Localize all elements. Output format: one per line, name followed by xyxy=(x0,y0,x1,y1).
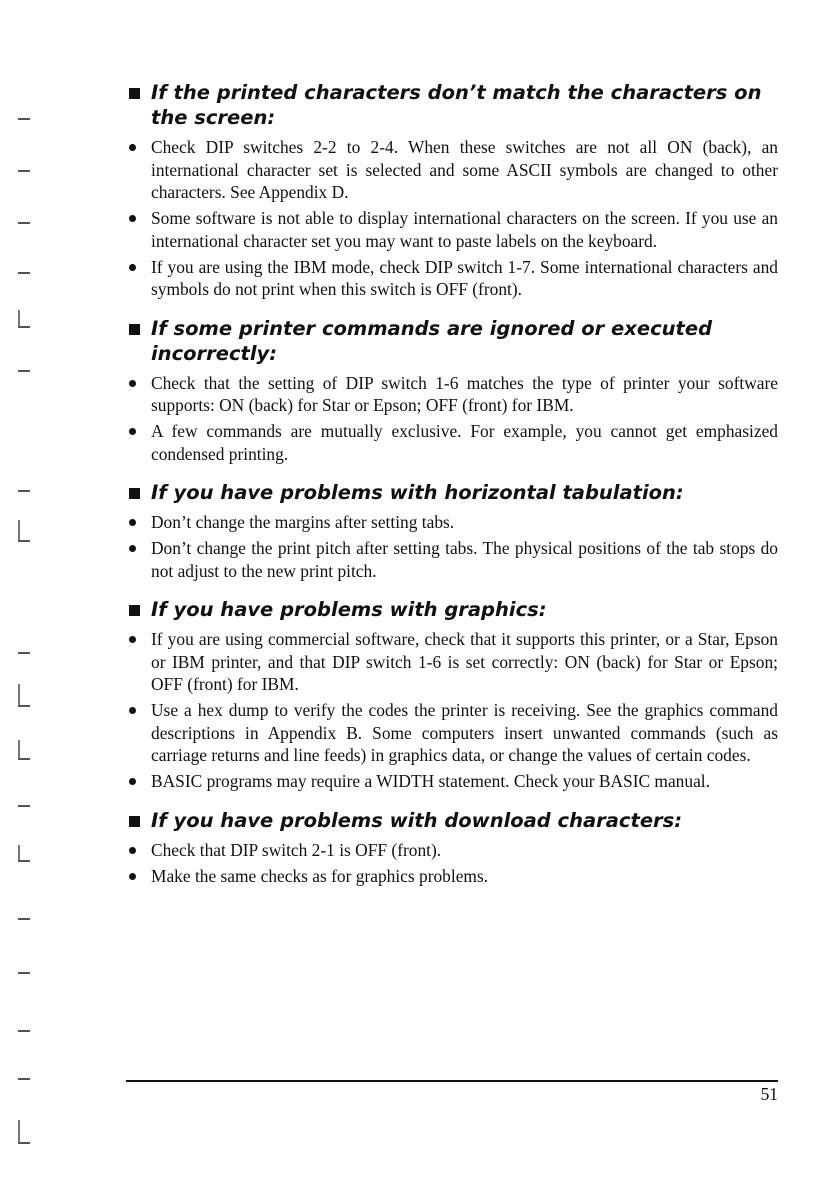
list-item-text: BASIC programs may require a WIDTH statement. Check your BASIC manual. xyxy=(151,771,710,791)
square-bullet-icon xyxy=(129,88,140,99)
list-item xyxy=(126,256,778,301)
bullet-dot-icon xyxy=(129,545,136,552)
binding-mark xyxy=(18,326,30,328)
section-printer-commands xyxy=(126,316,778,466)
section-heading xyxy=(126,808,778,833)
section-horizontal-tabulation xyxy=(126,480,778,582)
page-content xyxy=(126,80,778,902)
binding-mark xyxy=(18,540,30,542)
list-item-text: Make the same checks as for graphics problems. xyxy=(151,865,489,886)
bullet-dot-icon xyxy=(129,144,136,151)
binding-mark xyxy=(18,272,30,274)
section-heading xyxy=(126,316,778,366)
bullet-dot-icon xyxy=(129,519,136,526)
list-item xyxy=(126,372,778,417)
list-item-text: Don’t change the margins after setting tabs. xyxy=(151,512,455,532)
binding-mark xyxy=(18,918,30,920)
list-item-text: If you are using commercial software, check that it supports this printer, or a Star, Epson or IBM printer, and that DIP switch 1-6 is set correctly: ON (back) for Star or Epson; OFF (front) for IBM. xyxy=(151,629,778,694)
binding-mark xyxy=(18,705,30,707)
list-item-text: Check that DIP switch 2-1 is OFF (front). xyxy=(151,839,442,860)
list-item-text: Check that the setting of DIP switch 1-6 matches the type of printer your software supports: ON (back) for Star or Epson; OFF (front) for IBM. xyxy=(151,372,778,415)
section-heading-text: If you have problems with graphics: xyxy=(151,598,547,621)
binding-mark xyxy=(18,118,30,120)
list-item xyxy=(126,770,778,793)
section-heading-text: If some printer commands are ignored or executed incorrectly: xyxy=(151,316,713,365)
binding-mark xyxy=(18,805,30,807)
square-bullet-icon xyxy=(129,488,140,499)
list-item xyxy=(126,420,778,465)
section-download-characters xyxy=(126,808,778,888)
binding-mark xyxy=(18,972,30,974)
square-bullet-icon xyxy=(129,816,140,827)
list-item-text: A few commands are mutually exclusive. For example, you cannot get emphasized condensed printing. xyxy=(151,421,778,464)
section-heading-text: If you have problems with horizontal tabulation: xyxy=(151,481,684,504)
binding-mark xyxy=(18,170,30,172)
bullet-dot-icon xyxy=(129,428,136,435)
binding-mark xyxy=(18,490,30,492)
bullet-dot-icon xyxy=(129,778,136,785)
section-heading xyxy=(126,80,778,130)
bullet-list xyxy=(126,839,778,888)
list-item xyxy=(126,207,778,252)
binding-mark xyxy=(18,740,20,758)
list-item-text: If you are using the IBM mode, check DIP switch 1-7. Some international characters and symbols do not print when this switch is OFF (front). xyxy=(151,256,778,299)
list-item xyxy=(126,699,778,767)
binding-mark xyxy=(18,222,30,224)
binding-mark xyxy=(18,845,20,861)
bullet-list xyxy=(126,372,778,466)
binding-mark xyxy=(18,1030,30,1032)
square-bullet-icon xyxy=(129,605,140,616)
binding-mark xyxy=(18,1120,20,1142)
list-item-text: Check DIP switches 2-2 to 2-4. When these switches are not all ON (back), an international character set is selected and some ASCII symbols are changed to other characters. See Appendix D. xyxy=(151,137,778,202)
section-heading xyxy=(126,480,778,505)
binding-mark xyxy=(18,758,30,760)
section-graphics xyxy=(126,597,778,793)
bullet-dot-icon xyxy=(129,707,136,714)
section-heading-text: If you have problems with download characters: xyxy=(151,808,683,832)
section-heading xyxy=(126,597,778,622)
list-item xyxy=(126,537,778,582)
binding-mark xyxy=(18,370,30,372)
binding-mark xyxy=(18,860,30,862)
section-heading-text: If the printed characters don’t match the characters on the screen: xyxy=(151,81,762,129)
bullet-list xyxy=(126,628,778,793)
binding-edge-marks xyxy=(0,0,40,1190)
list-item xyxy=(126,628,778,696)
list-item-text: Use a hex dump to verify the codes the printer is receiving. See the graphics command descriptions in Appendix B. Some computers insert unwanted commands (such as carriage returns and line feeds) in graphics data, or change the values of certain codes. xyxy=(151,700,778,765)
list-item-text: Some software is not able to display international characters on the screen. If you use an international character set you may want to paste labels on the keyboard. xyxy=(151,208,778,251)
list-item xyxy=(126,865,778,888)
bullet-list xyxy=(126,136,778,301)
bullet-dot-icon xyxy=(129,380,136,387)
list-item-text: Don’t change the print pitch after setting tabs. The physical positions of the tab stops do not adjust to the new print pitch. xyxy=(151,538,778,581)
list-item xyxy=(126,839,778,862)
bullet-dot-icon xyxy=(129,264,136,271)
list-item xyxy=(126,511,778,534)
binding-mark xyxy=(18,652,30,654)
bullet-dot-icon xyxy=(129,847,136,854)
list-item xyxy=(126,136,778,204)
footer-rule xyxy=(126,1080,778,1082)
square-bullet-icon xyxy=(129,324,140,335)
binding-mark xyxy=(18,1142,30,1144)
page-number: 51 xyxy=(760,1084,778,1104)
section-printed-characters xyxy=(126,80,778,301)
bullet-dot-icon xyxy=(129,873,136,880)
bullet-list xyxy=(126,511,778,582)
binding-mark xyxy=(18,520,20,540)
binding-mark xyxy=(18,684,20,706)
bullet-dot-icon xyxy=(129,215,136,222)
bullet-dot-icon xyxy=(129,636,136,643)
binding-mark xyxy=(18,1078,30,1080)
